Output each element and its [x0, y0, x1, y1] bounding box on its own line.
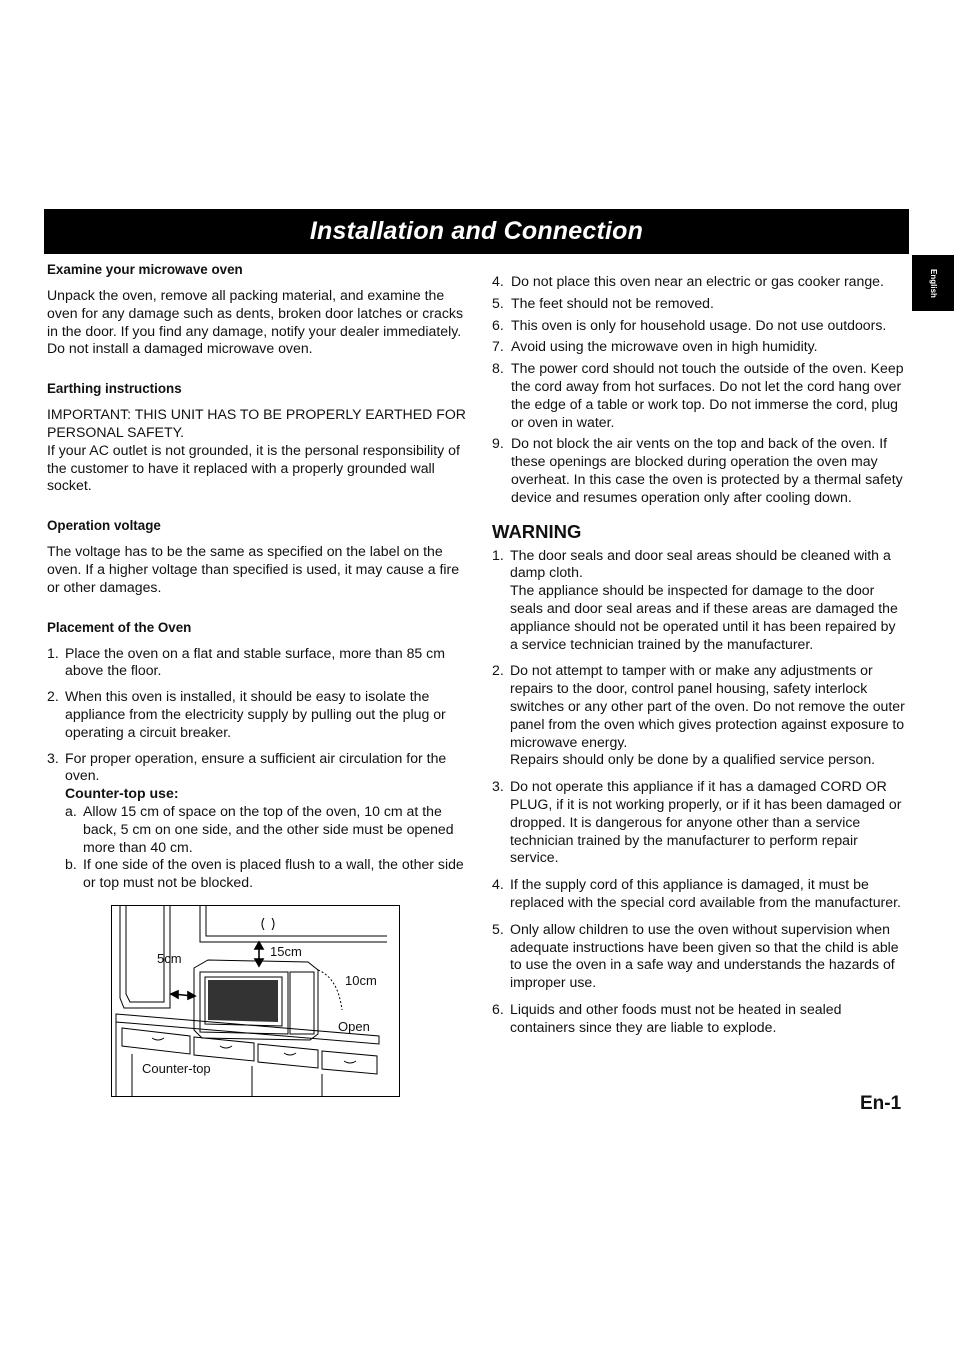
- list-item: [65, 803, 475, 856]
- list-item: [492, 435, 906, 506]
- earthing-body: If your AC outlet is not grounded, it is the personal responsibility of the customer to have it replaced with a properly grounded wall socket.: [47, 441, 460, 494]
- list-text: For proper operation, ensure a sufficient air circulation for the oven.: [65, 749, 447, 784]
- list-item: [492, 360, 906, 431]
- list-number: 7.: [492, 338, 504, 355]
- earthing-heading: Earthing instructions: [47, 381, 182, 397]
- placement-continued-list: [492, 273, 906, 507]
- list-text: If one side of the oven is placed flush to a wall, the other side or top must not be blocked.: [83, 856, 464, 891]
- placement-heading: Placement of the Oven: [47, 619, 192, 635]
- open-label: Open: [338, 1019, 370, 1034]
- list-text: Only allow children to use the oven without supervision when adequate instructions have been given so that the child is able to use the oven in a safe way and understands the hazards of improper use.: [510, 920, 899, 991]
- list-text: The door seals and door seal areas should be cleaned with a damp cloth.: [510, 546, 891, 581]
- list-text-continued: Repairs should only be done by a qualified service person.: [510, 751, 876, 768]
- list-text: The power cord should not touch the outside of the oven. Keep the cord away from hot surfaces. Do not let the cord hang over the edge of a table or work top. Do not immerse the cord, plug or oven in water.: [511, 360, 904, 430]
- list-number: 4.: [492, 876, 504, 893]
- page-title: Installation and Connection: [309, 217, 644, 245]
- warning-heading: WARNING: [492, 520, 582, 542]
- left-column: [47, 261, 475, 914]
- list-number: 3.: [492, 778, 504, 795]
- list-number: 3.: [47, 749, 59, 766]
- list-text: If the supply cord of this appliance is damaged, it must be replaced with the special cord available from the manufacturer.: [510, 876, 901, 910]
- page-number: En-1: [860, 1093, 902, 1114]
- countertop-label: Counter-top: [142, 1061, 211, 1076]
- examine-heading: Examine your microwave oven: [47, 262, 243, 277]
- list-text: Do not operate this appliance if it has a damaged CORD OR PLUG, if it is not working properly, or if it has been damaged or dropped. It is dangerous for anyone other than a service technician trained by the manufacturer to perform repair service.: [510, 778, 902, 866]
- list-number: 2.: [492, 662, 504, 679]
- list-item: [492, 317, 906, 335]
- list-text: Allow 15 cm of space on the top of the oven, 10 cm at the back, 5 cm on one side, and the other side must be opened more than 40 cm.: [83, 802, 454, 855]
- list-text: Do not attempt to tamper with or make any adjustments or repairs to the door, control panel housing, safety interlock switches or any other part of the oven. Do not remove the outer panel from the oven which gives protection against exposure to microwave energy.: [510, 662, 905, 750]
- list-item: [47, 645, 475, 681]
- list-text: Avoid using the microwave oven in high humidity.: [511, 338, 818, 355]
- list-text: Do not block the air vents on the top and back of the oven. If these openings are blocked during operation the oven may overheat. In this case the oven is protected by a thermal safety device and resumes operation only after cooling down.: [511, 435, 903, 505]
- earthing-important: IMPORTANT: THIS UNIT HAS TO BE PROPERLY EARTHED FOR PERSONAL SAFETY.: [47, 406, 466, 440]
- placement-section: [47, 619, 475, 892]
- clearance-label-10cm: 10cm: [345, 973, 377, 988]
- warning-list: [492, 547, 906, 1037]
- list-number: 5.: [492, 920, 504, 937]
- earthing-section: [47, 380, 475, 495]
- list-text: Liquids and other foods must not be heated in sealed containers since they are liable to explode.: [510, 1000, 842, 1035]
- voltage-section: [47, 517, 475, 596]
- right-column: [492, 273, 906, 1045]
- list-text: This oven is only for household usage. Do not use outdoors.: [511, 316, 887, 333]
- list-item: [492, 662, 906, 769]
- list-item: [492, 295, 906, 313]
- list-number: 6.: [492, 316, 504, 333]
- list-number: 4.: [492, 273, 504, 289]
- list-item: [492, 338, 906, 356]
- placement-list: [47, 645, 475, 892]
- countertop-heading: Counter-top use:: [65, 785, 179, 802]
- list-number: 5.: [492, 294, 504, 311]
- list-text: When this oven is installed, it should be easy to isolate the appliance from the electricity supply by pulling out the plug or operating a circuit breaker.: [65, 688, 446, 740]
- list-number: 8.: [492, 360, 504, 377]
- countertop-clearance-figure: [111, 905, 400, 1097]
- language-tab-label: English: [928, 268, 938, 298]
- page-title-banner: [44, 209, 909, 254]
- list-item: [492, 921, 906, 992]
- clearance-label-15cm: 15cm: [270, 944, 302, 959]
- list-item: [47, 750, 475, 892]
- list-item: [65, 856, 475, 892]
- language-tab: [912, 255, 954, 311]
- list-number: 1.: [492, 546, 504, 563]
- list-item: [492, 1001, 906, 1037]
- list-text: Place the oven on a flat and stable surface, more than 85 cm above the floor.: [65, 644, 445, 679]
- voltage-body: The voltage has to be the same as specified on the label on the oven. If a higher voltage than specified is used, it may cause a fire or other damages.: [47, 543, 460, 595]
- list-number: 6.: [492, 1000, 504, 1017]
- list-text: Do not place this oven near an electric or gas cooker range.: [511, 273, 884, 289]
- list-text: The feet should not be removed.: [511, 294, 714, 311]
- list-text-continued: The appliance should be inspected for damage to the door seals and door seal areas and if these areas are damaged the appliance should not be operated until it has been repaired by a service technician trained by the manufacturer.: [510, 582, 898, 652]
- list-item: [492, 273, 906, 291]
- examine-body: Unpack the oven, remove all packing material, and examine the oven for any damage such as dents, broken door latches or cracks in the door. If you find any damage, notify your dealer immediately. Do not install a damaged microwave oven.: [47, 287, 463, 357]
- list-letter: a.: [65, 802, 77, 819]
- list-item: [492, 778, 906, 867]
- list-letter: b.: [65, 856, 77, 873]
- list-number: 1.: [47, 644, 59, 661]
- list-item: [492, 876, 906, 912]
- examine-section: [47, 261, 475, 358]
- list-number: 9.: [492, 435, 504, 452]
- clearance-label-5cm: 5cm: [157, 951, 182, 966]
- list-item: [47, 688, 475, 741]
- voltage-heading: Operation voltage: [47, 518, 161, 534]
- countertop-list: [65, 803, 475, 892]
- list-item: [492, 547, 906, 654]
- list-number: 2.: [47, 688, 59, 705]
